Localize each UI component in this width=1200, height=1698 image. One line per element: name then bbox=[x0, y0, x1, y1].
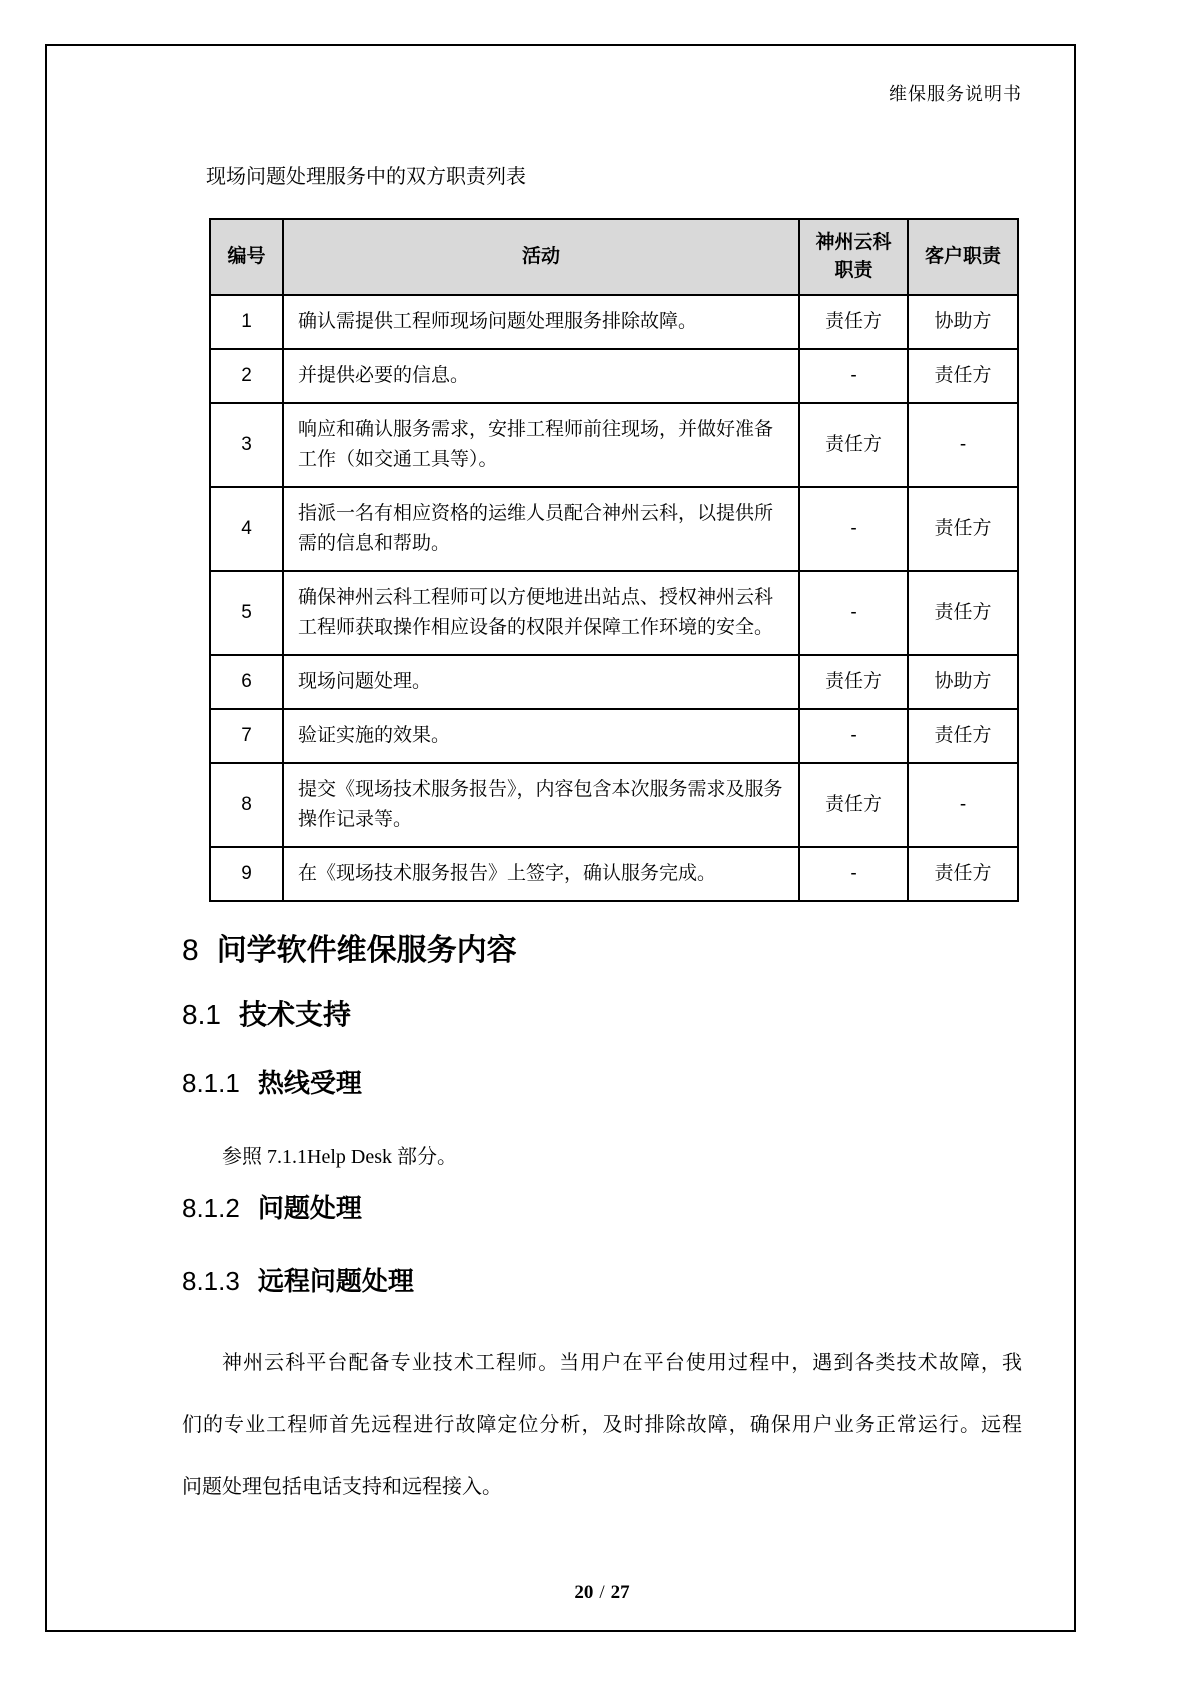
row-number-cell: 1 bbox=[210, 295, 283, 349]
customer-role-cell: 协助方 bbox=[908, 295, 1018, 349]
heading-number: 8.1 bbox=[182, 999, 221, 1030]
col-header-activity: 活动 bbox=[283, 219, 799, 295]
heading-title: 技术支持 bbox=[238, 999, 351, 1030]
row-number-cell: 5 bbox=[210, 571, 283, 655]
activity-cell: 确认需提供工程师现场问题处理服务排除故障。 bbox=[283, 295, 799, 349]
heading-number: 8.1.1 bbox=[182, 1068, 240, 1098]
vendor-role-cell: 责任方 bbox=[799, 403, 908, 487]
heading-title: 问题处理 bbox=[257, 1193, 362, 1223]
table-row bbox=[210, 655, 1018, 709]
customer-role-cell: 责任方 bbox=[908, 709, 1018, 763]
table-row bbox=[210, 295, 1018, 349]
table-caption: 现场问题处理服务中的双方职责列表 bbox=[206, 166, 526, 188]
body-paragraph bbox=[182, 1332, 1022, 1518]
heading-title: 热线受理 bbox=[257, 1068, 362, 1098]
customer-role-cell: 责任方 bbox=[908, 571, 1018, 655]
vendor-role-cell: - bbox=[799, 349, 908, 403]
heading-section-8-1-2 bbox=[182, 1188, 362, 1225]
row-number-cell: 4 bbox=[210, 487, 283, 571]
heading-section-8-1-3 bbox=[182, 1261, 414, 1298]
heading-title: 问学软件维保服务内容 bbox=[216, 934, 517, 967]
row-number-cell: 3 bbox=[210, 403, 283, 487]
customer-role-cell: - bbox=[908, 763, 1018, 847]
document-header-title: 维保服务说明书 bbox=[889, 84, 1022, 104]
row-number-cell: 2 bbox=[210, 349, 283, 403]
col-header-customer-role: 客户职责 bbox=[908, 219, 1018, 295]
table-row bbox=[210, 847, 1018, 901]
table-row bbox=[210, 403, 1018, 487]
customer-role-cell: 责任方 bbox=[908, 349, 1018, 403]
table-header-row bbox=[210, 219, 1018, 295]
activity-cell: 提交《现场技术服务报告》，内容包含本次服务需求及服务操作记录等。 bbox=[283, 763, 799, 847]
vendor-role-cell: 责任方 bbox=[799, 295, 908, 349]
paragraph-line: 们的专业工程师首先远程进行故障定位分析，及时排除故障，确保用户业务正常运行。远程 bbox=[182, 1414, 1022, 1436]
customer-role-cell: 协助方 bbox=[908, 655, 1018, 709]
vendor-role-cell: - bbox=[799, 487, 908, 571]
vendor-role-cell: - bbox=[799, 847, 908, 901]
vendor-role-cell: 责任方 bbox=[799, 655, 908, 709]
activity-cell: 现场问题处理。 bbox=[283, 655, 799, 709]
heading-section-8 bbox=[182, 925, 517, 969]
customer-role-cell: 责任方 bbox=[908, 487, 1018, 571]
heading-number: 8.1.2 bbox=[182, 1193, 240, 1223]
heading-section-8-1 bbox=[182, 993, 351, 1033]
table-row bbox=[210, 349, 1018, 403]
row-number-cell: 9 bbox=[210, 847, 283, 901]
current-page-number: 20 bbox=[574, 1582, 594, 1603]
heading-number: 8 bbox=[182, 934, 199, 967]
vendor-role-cell: - bbox=[799, 571, 908, 655]
page-footer bbox=[182, 1582, 1022, 1604]
row-number-cell: 8 bbox=[210, 763, 283, 847]
table-body bbox=[210, 295, 1018, 901]
table-row bbox=[210, 487, 1018, 571]
activity-cell: 并提供必要的信息。 bbox=[283, 349, 799, 403]
table-row bbox=[210, 709, 1018, 763]
heading-number: 8.1.3 bbox=[182, 1266, 240, 1296]
activity-cell: 验证实施的效果。 bbox=[283, 709, 799, 763]
col-header-vendor-role: 神州云科职责 bbox=[799, 219, 908, 295]
paragraph-line: 问题处理包括电话支持和远程接入。 bbox=[182, 1476, 502, 1498]
customer-role-cell: 责任方 bbox=[908, 847, 1018, 901]
col-header-number: 编号 bbox=[210, 219, 283, 295]
row-number-cell: 7 bbox=[210, 709, 283, 763]
total-page-count: 27 bbox=[610, 1582, 630, 1603]
table-row bbox=[210, 763, 1018, 847]
vendor-role-cell: 责任方 bbox=[799, 763, 908, 847]
heading-title: 远程问题处理 bbox=[257, 1266, 414, 1296]
activity-cell: 响应和确认服务需求，安排工程师前往现场，并做好准备工作（如交通工具等）。 bbox=[283, 403, 799, 487]
page-separator: / bbox=[599, 1582, 605, 1603]
activity-cell: 确保神州云科工程师可以方便地进出站点、授权神州云科工程师获取操作相应设备的权限并保障工作环境的安全。 bbox=[283, 571, 799, 655]
row-number-cell: 6 bbox=[210, 655, 283, 709]
paragraph-line: 神州云科平台配备专业技术工程师。当用户在平台使用过程中，遇到各类技术故障，我 bbox=[222, 1352, 1022, 1374]
heading-section-8-1-1 bbox=[182, 1063, 362, 1100]
activity-cell: 指派一名有相应资格的运维人员配合神州云科，以提供所需的信息和帮助。 bbox=[283, 487, 799, 571]
activity-cell: 在《现场技术服务报告》上签字，确认服务完成。 bbox=[283, 847, 799, 901]
vendor-role-cell: - bbox=[799, 709, 908, 763]
table-row bbox=[210, 571, 1018, 655]
responsibility-table bbox=[209, 218, 1019, 902]
customer-role-cell: - bbox=[908, 403, 1018, 487]
reference-text: 参照 7.1.1Help Desk 部分。 bbox=[222, 1146, 457, 1168]
